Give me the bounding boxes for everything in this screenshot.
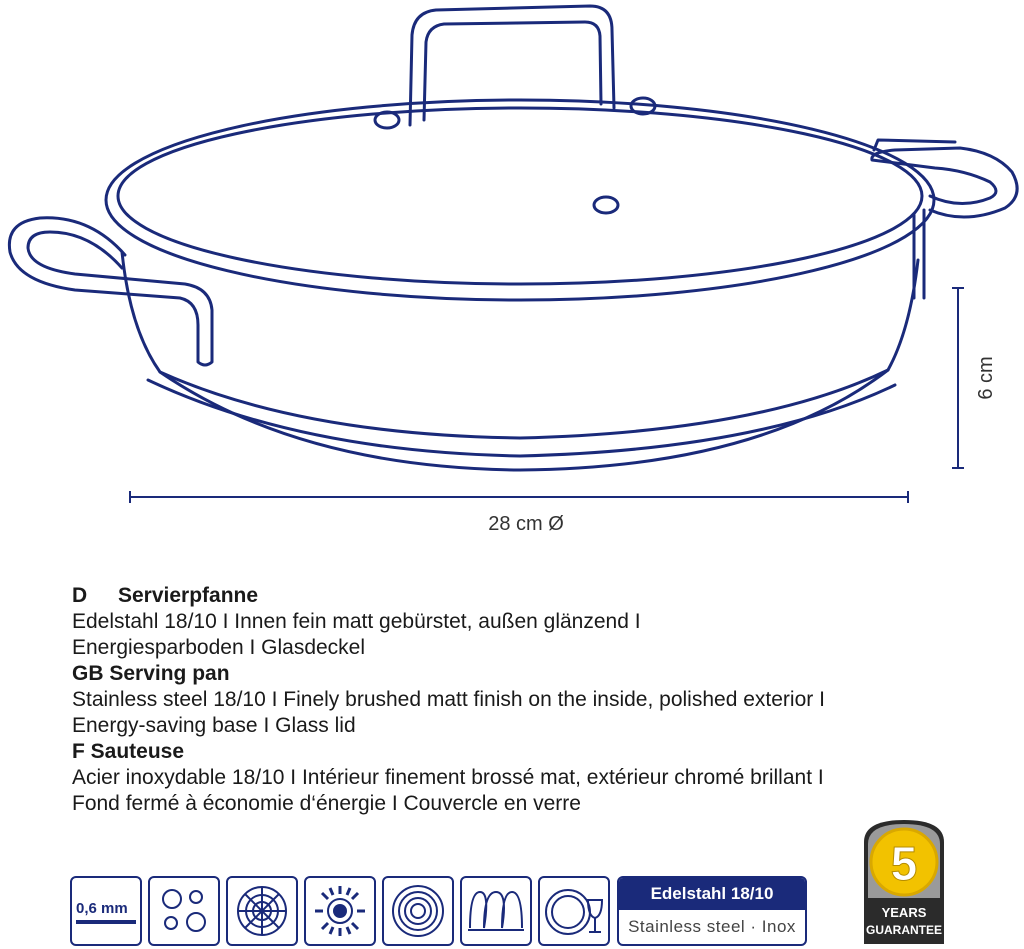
- description-line: Acier inoxydable 18/10 I Intérieur finement brossé mat, extérieur chromé brillant I: [72, 766, 824, 789]
- guarantee-badge: [858, 818, 950, 946]
- electric-hob-icon: [148, 876, 220, 946]
- description-gb: [72, 661, 972, 739]
- halogen-hob-icon: [382, 876, 454, 946]
- description-line: Edelstahl 18/10 I Innen fein matt gebürstet, außen glänzend I: [72, 610, 641, 633]
- description-f: [72, 739, 972, 817]
- guarantee-line1: YEARS: [881, 905, 927, 920]
- diameter-label: 28 cm Ø: [488, 513, 564, 535]
- thickness-icon: [70, 876, 142, 946]
- height-label: 6 cm: [975, 356, 997, 400]
- guarantee-line2: GUARANTEE: [865, 923, 943, 937]
- product-descriptions: [72, 583, 972, 817]
- gas-hob-icon: [304, 876, 376, 946]
- thickness-label: 0,6 mm: [76, 900, 128, 917]
- description-heading: [72, 583, 972, 609]
- product-title: Sauteuse: [90, 740, 185, 763]
- dishwasher-icon: [538, 876, 610, 946]
- product-title: Servierpfanne: [118, 584, 259, 607]
- guarantee-number: 5: [890, 838, 918, 891]
- material-label-de: Edelstahl 18/10: [619, 878, 805, 910]
- description-line: Energy-saving base I Glass lid: [72, 714, 356, 737]
- description-line: Stainless steel 18/10 I Finely brushed matt finish on the inside, polished exterior I: [72, 688, 825, 711]
- description-heading: [72, 661, 972, 687]
- language-code: GB: [72, 662, 104, 685]
- induction-hob-icon: [460, 876, 532, 946]
- ceramic-hob-icon: [226, 876, 298, 946]
- material-label-en: Stainless steel · Inox: [628, 917, 796, 936]
- left-handle: [9, 218, 212, 365]
- material-badge: [617, 876, 807, 946]
- description-line: Energiesparboden I Glasdeckel: [72, 636, 366, 659]
- product-title: Serving pan: [109, 662, 230, 685]
- language-code: D: [72, 584, 88, 607]
- lid-vent: [594, 197, 618, 213]
- description-de: [72, 583, 972, 661]
- language-code: F: [72, 740, 85, 763]
- description-line: Fond fermé à économie d‘énergie I Couvercle en verre: [72, 792, 581, 815]
- lid: [106, 100, 934, 300]
- description-heading: [72, 739, 972, 765]
